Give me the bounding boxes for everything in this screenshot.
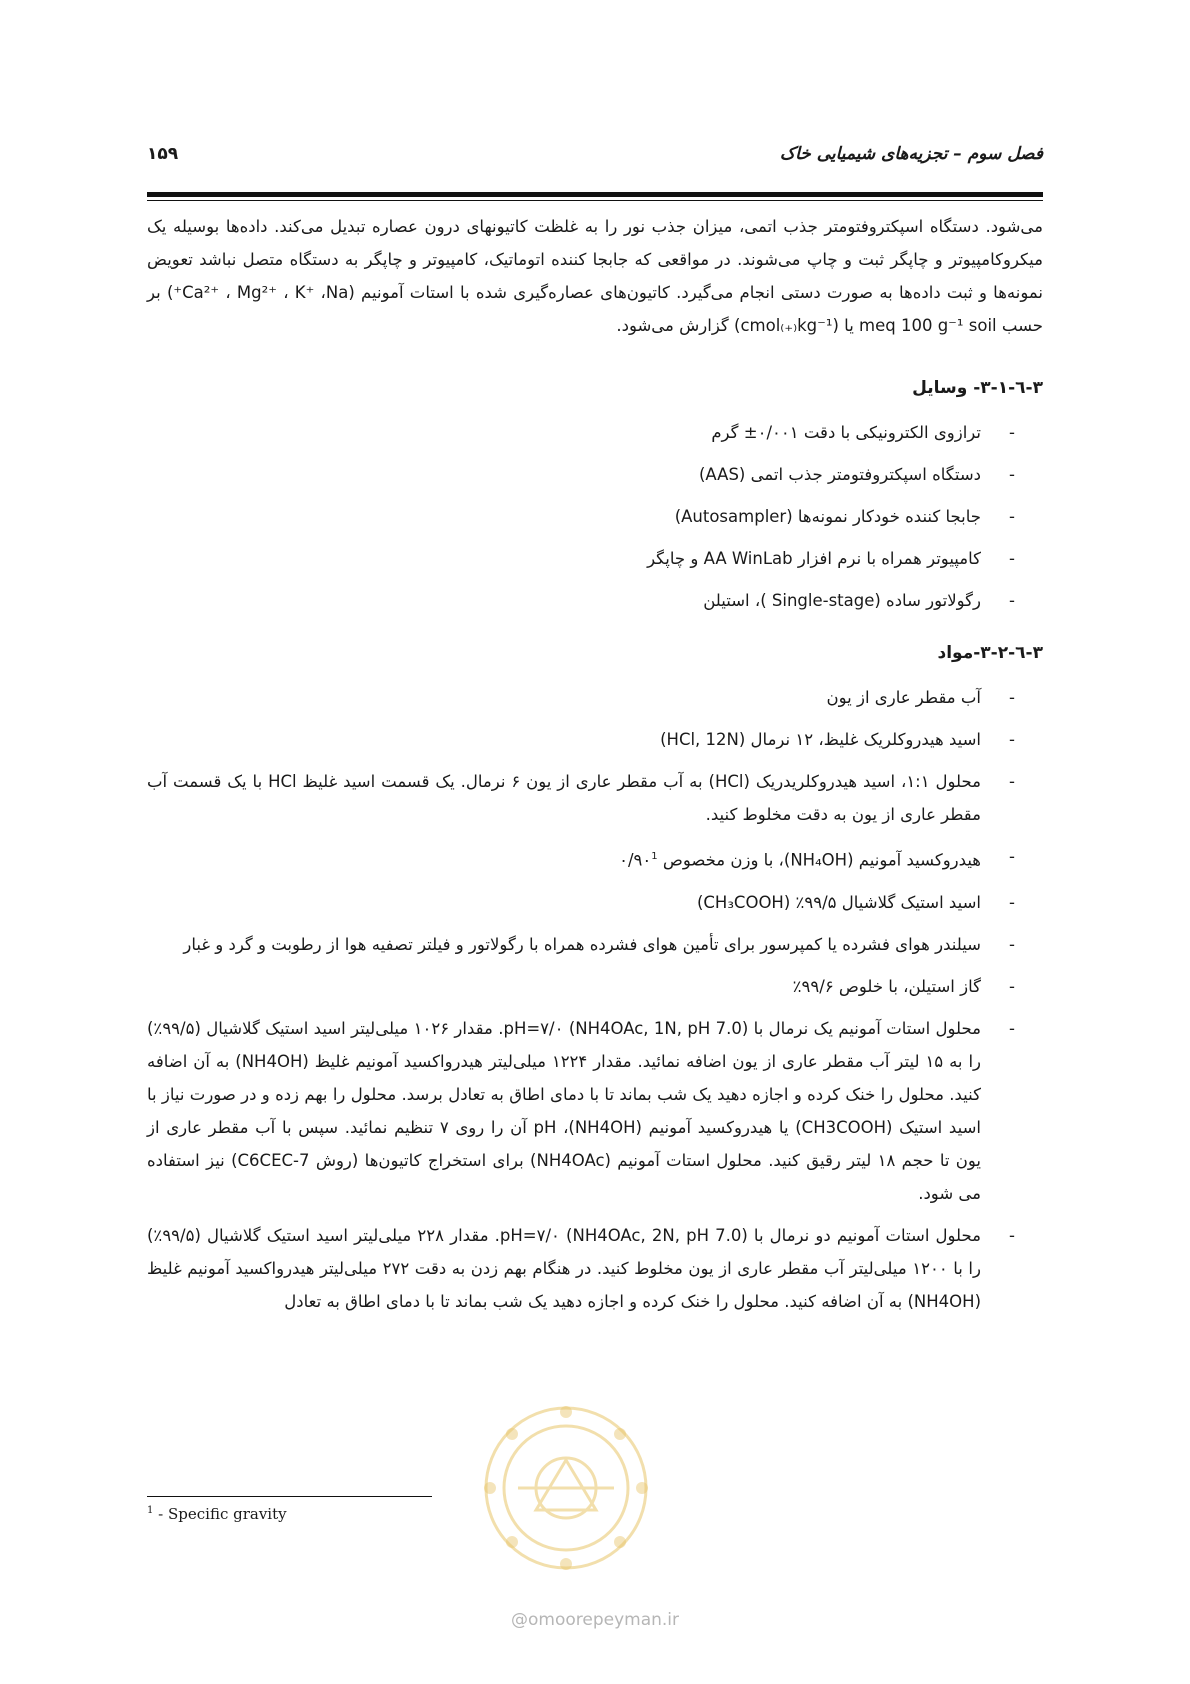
list-item: - اسید هیدروکلریک غلیظ، ۱۲ نرمال (HCl, 12N) [147, 723, 1043, 756]
list-item: - آب مقطر عاری از یون [147, 681, 1043, 714]
footnote-text: - Specific gravity [158, 1505, 287, 1523]
section-heading-equipment: ۳-٦-۳-۱- وسایل [912, 378, 1043, 398]
chapter-title: فصل سوم – تجزیه‌های شیمیایی خاک [779, 144, 1043, 164]
list-item: - هیدروکسید آمونیم (NH₄OH)، با وزن مخصوص $۰/۹۰^1$ [147, 840, 1043, 877]
equipment-list [147, 416, 1043, 617]
seal-watermark-icon [478, 1400, 654, 1576]
footnote-number: 1 [147, 1505, 154, 1516]
footnote-rule [147, 1496, 432, 1497]
list-item: - رگولاتور ساده (Single-stage )، استیلن [147, 584, 1043, 617]
header-rule-thin [147, 200, 1043, 201]
header-rule-thick [147, 192, 1043, 197]
list-item: - گاز استیلن، با خلوص ۹۹/۶٪ [147, 970, 1043, 1003]
list-item: - محلول ۱:۱، اسید هیدروکلریدریک (HCl) به آب مقطر عاری از یون ۶ نرمال. یک قسمت اسید غلیظ HCl با یک قسمت آب مقطر عاری از یون به دقت مخلوط کنید. [147, 765, 1043, 831]
list-item: - کامپیوتر همراه با نرم افزار AA WinLab و چاپگر [147, 542, 1043, 575]
footnote-marker: 1 [651, 851, 658, 862]
list-item: - ترازوی الکترونیکی با دقت ۰/۰۰۱± گرم [147, 416, 1043, 449]
list-item: - محلول استات آمونیم یک نرمال با pH=۷/۰ (NH4OAc, 1N, pH 7.0). مقدار ۱۰۲۶ میلی‌لیتر اسید استیک گلاشیال (۹۹/۵٪) را به ۱۵ لیتر آب مقطر عاری از یون اضافه نمائید. مقدار ۱۲۲۴ میلی‌لیتر هیدرواکسید آمونیم غلیظ (NH4OH) به آن اضافه کنید. محلول را خنک کرده و اجازه دهید یک شب بماند تا با دمای اطاق به تعادل برسد. محلول را بهم زده و در صورت نیاز با اسید استیک (CH3COOH) یا هیدروکسید آمونیم (NH4OH)، pH آن را روی ۷ تنظیم نمائید. سپس با آب مقطر عاری از یون تا حجم ۱۸ لیتر رقیق کنید. محلول استات آمونیم (NH4OAc) برای استخراج کاتیون‌ها (روش C6CEC-7) نیز استفاده می شود. [147, 1012, 1043, 1210]
materials-list [147, 681, 1043, 1318]
page-content [147, 210, 1043, 1327]
footnote [147, 1505, 287, 1523]
watermark-text: @omoorepeyman.ir [510, 1610, 680, 1630]
list-item: - اسید استیک گلاشیال ۹۹/۵٪ (CH₃COOH) [147, 886, 1043, 919]
intro-paragraph: می‌شود. دستگاه اسپکتروفتومتر جذب اتمی، میزان جذب نور را به غلظت کاتیونهای درون عصاره تبدیل می‌کند. داده‌ها بوسیله یک میکروکامپیوتر و چاپگر ثبت و چاپ می‌شوند. در مواقعی که جابجا کننده اتوماتیک، کامپیوتر و چاپگر به دستگاه متصل نباشد تعویض نمونه‌ها و ثبت داده‌ها به صورت دستی انجام می‌گیرد. کاتیون‌های عصاره‌گیری شده با استات آمونیم (Ca²⁺ ، Mg²⁺ ، K⁺ ،Na⁺) بر حسب meq 100 g⁻¹ soil یا (cmol₍₊₎kg⁻¹) گزارش می‌شود. [147, 217, 1043, 335]
list-item: - محلول استات آمونیم دو نرمال با pH=۷/۰ (NH4OAc, 2N, pH 7.0). مقدار ۲۲۸ میلی‌لیتر اسید استیک گلاشیال (۹۹/۵٪) را با ۱۲۰۰ میلی‌لیتر آب مقطر عاری از یون مخلوط کنید. در هنگام بهم زدن به دقت ۲۷۲ میلی‌لیتر هیدرواکسید آمونیم غلیظ (NH4OH) به آن اضافه کنید. محلول را خنک کرده و اجازه دهید یک شب بماند تا با دمای اطاق به تعادل [147, 1219, 1043, 1318]
list-item: - سیلندر هوای فشرده یا کمپرسور برای تأمین هوای فشرده همراه با رگولاتور و فیلتر تصفیه هوا از رطوبت و گرد و غبار [147, 928, 1043, 961]
section-heading-materials: ۳-٦-۳-۲-مواد [937, 643, 1043, 663]
list-item: - جابجا کننده خودکار نمونه‌ها (Autosampler) [147, 500, 1043, 533]
page-number: ۱۵۹ [147, 144, 179, 164]
list-item: - دستگاه اسپکتروفتومتر جذب اتمی (AAS) [147, 458, 1043, 491]
page-header [147, 140, 1043, 176]
